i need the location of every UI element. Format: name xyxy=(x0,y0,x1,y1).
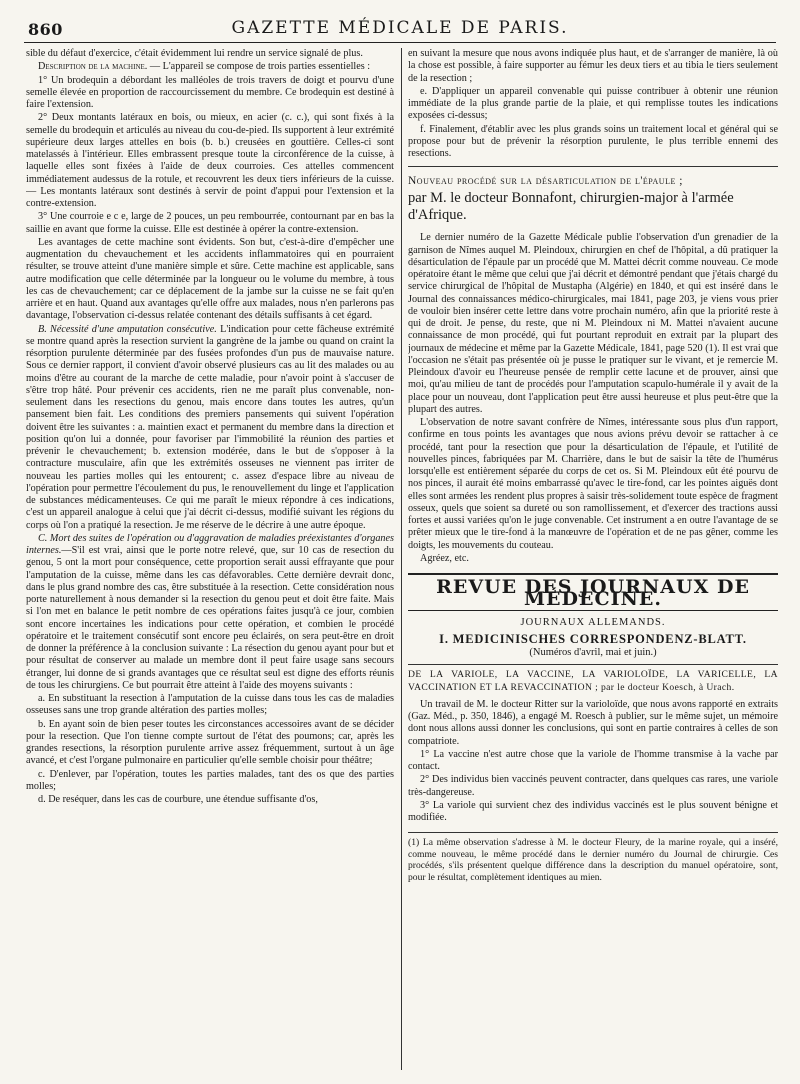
paragraph: 1° Un brodequin a débordant les malléoles de trois travers de doigt et pourvu d'une semelle élevée en proportion de raccourcissement du membre. Ce brodequin est destiné à faire l'extension. xyxy=(26,74,394,110)
paragraph-lead: Description de la machine. xyxy=(38,61,148,73)
paragraph: e. D'appliquer un appareil convenable qui puisse contribuer à obtenir une réunion immédiate de la plus grande partie de la plaie, et qui remplisse toutes les indications exposées ci-dessus; xyxy=(408,85,778,122)
paragraph: a. En substituant la resection à l'amputation de la cuisse dans tous les cas de maladies osseuses sans une trop grande altération des parties molles; xyxy=(26,693,394,717)
paragraph-lead: C. Mort des suites de l'opération ou d'aggravation de maladies préexistantes d'organes internes. xyxy=(26,532,394,556)
paragraph: Les avantages de cette machine sont évidents. Son but, c'est-à-dire d'empêcher une augmentation du chevauchement et les accidents inflammatoires qui en pourraient résulter, se trouve atteint d'une manière simple et sûre. Cette machine est applicable, sans autre modification que celle déterminée par la longueur ou le volume du membre, à tous les cas de chevauchement; car ce déplacement de la jambe sur la cuisse ne se fait qu'en arrière et en haut. Quand aux avantages qu'elle offre aux malades, nous n'en parlerons pas davantage, l'observation ci-dessus relatée contenant des détails suffisants à cet égard. xyxy=(26,236,394,322)
article-title-line: Nouveau procédé sur la désarticulation de l'épaule ; xyxy=(408,175,683,188)
paragraph: 2° Des individus bien vaccinés peuvent contracter, dans quelques cas rares, une variole très-dangereuse. xyxy=(408,774,778,798)
paragraph-text: L'indication pour cette fâcheuse extrémité se montre quand après la resection survient la gangrène de la jambe ou quand on craint la résorption purulente déterminée par des fusées profondes d'un pus de mauvaise nature. Sous ce dernier rapport, il convient d'avoir observé plusieurs cas au lit des malades ou au moins d'être au courant de la marche de cette maladie, pour n'avoir point à s'accuser de s'être trop hâté. Pour prévenir ces accidents, rien ne me paraît plus convenable, non-seulement dans les resections du genou, mais encore dans toutes les autres, qu'un pansement bien fait. Les conditions des premiers pansements qui suivent l'opération doivent être les suivantes : a. maintien exact et permanent du membre dans la direction et position qu'on lui a donnée, pour favoriser par l'immobilité la réunion des parties et prévenir le chevauchement; b. extension modérée, dans le but de s'opposer à la contracture musculaire, afin que les extrémités osseuses ne viennent pas irriter de nouveau les parties molles qui les entourent; c. assez d'espace libre au niveau de l'opération pour permettre l'écoulement du pus, le renouvellement du linge et l'application de substances médicamenteuses. Ce qui me paraît le mieux répondre à ces indications, c'est un appareil analogue à celui que j'ai décrit ci-dessus, modifié suivant les régions du corps où l'on a pratiqué la resection. Je me réserve de le décrire à une autre époque. xyxy=(26,323,394,531)
paragraph-text: —S'il est vrai, ainsi que le porte notre relevé, que, sur 10 cas de resection du genou, 5 ont la mort pour conséquence, cette proportion serait aussi effrayante que pour l'amputation de la cuisse, même dans les cas défavorables. Cette dernière devrait donc, dans le plus grand nombre des cas, être substituée à la resection. Cette considération nous porte naturellement à nous demander si la resection du genou peut et doit être faite. Mais si l'on met en balance le petit nombre de ces opérations faites jusqu'à ce jour, combien sont encore incertaines les indications pour cette opération, et combien le procédé opératoire et le traitement consécutif sont encore peu éclairés, on sera peut-être en droit de donner la préférence à la conclusion suivante : La résection du genou ayant pour but et pour résultat de conserver au malade un membre dont il peut faire usage sans secours étranger, lui donne de si grands avantages que ce résultat seul est digne des efforts réunis de tous les chirurgiens. Ce but pourrait être atteint à l'aide des moyens suivants : xyxy=(26,545,394,691)
running-title: GAZETTE MÉDICALE DE PARIS. xyxy=(231,18,569,38)
paragraph: 2° Deux montants latéraux en bois, ou mieux, en acier (c. c.), qui sont fixés à la semelle du brodequin et articulés au niveau du cou-de-pied. Ils supportent à leur extrémité supérieure deux larges attelles en bois (b. b.) creusées en gouttière. Celles-ci sont matelassés à l'intérieur. Elles embrassent presque toute la circonférence de la cuisse, à laquelle elles sont fixées à l'aide de deux courroies. Ces attelles commencent immédiatement audessus de la rotule, et recouvrent les deux tiers inférieurs de la cuisse. — Les montants latéraux sont destinés à servir de point d'appui pour l'extension et la contre-extension. xyxy=(26,112,394,209)
paragraph xyxy=(26,533,394,692)
paragraph: Agréez, etc. xyxy=(420,552,469,564)
section-subtitle: JOURNAUX ALLEMANDS. xyxy=(520,616,666,628)
paragraph: d. De reséquer, dans les cas de courbure, une étendue suffisante d'os, xyxy=(38,794,318,805)
page-number: 860 xyxy=(28,20,63,39)
section-heading: REVUE DES JOURNAUX DE MÉDECINE. xyxy=(408,573,778,611)
column-divider xyxy=(401,48,402,1070)
paragraph: en suivant la mesure que nous avons indiquée plus haut, et de s'arranger de manière, là où la chose est possible, à faire supporter au fémur les deux tiers et au tibia le tiers seulement de la resection ; xyxy=(408,48,778,84)
paragraph xyxy=(26,61,394,73)
paragraph: f. Finalement, d'établir avec les plus grands soins un traitement local et général qui se propose pour but de prévenir la résorption purulente, le plus terrible ennemi des resections. xyxy=(408,123,778,159)
paragraph: 1° La vaccine n'est autre chose que la variole de l'homme transmise à la vache par contact. xyxy=(408,748,778,772)
article-title-line: par M. le docteur Bonnafont, chirurgien-major à l'armée d'Afrique. xyxy=(408,190,734,224)
paragraph: c. D'enlever, par l'opération, toutes les parties malades, tant des os que des parties molles; xyxy=(26,768,394,792)
paragraph: L'observation de notre savant confrère de Nîmes, intéressante sous plus d'un rapport, confirme en tous points les avantages que nous avions prévu devoir se rattacher à ce procédé, tant pour la resection que pour la désarticulation de l'épaule, et l'utilité de nouvelles pinces, fabriquées par M. Charrière, dans le but de saisir la tête de l'humérus lorsqu'elle est entièrement séparée du corps de cet os. Si M. Pleindoux eût été pourvu de nos pinces, il aurait été moins embarrassé qu'avec le tire-fond, car les pointes aiguës dont elles sont armées les rendent plus propres à saisir très-solidement toute espèce de fragment osseux, quels que soient sa dureté ou son ramollissement, et d'exercer des tractions aussi fortes et aussi variées qu'on le juge convenable. Cet instrument a en outre l'avantage de se prêter mieux que le tire-fond à la manœuvre de l'opération et de ne pas gêner, comme les doigts, les mouvements du couteau. xyxy=(408,417,778,551)
article-subheading: DE LA VARIOLE, LA VACCINE, LA VARIOLOÏDE, LA VARICELLE, LA VACCINATION ET LA REVACCINATION ; par le docteur Koesch, à Urach. xyxy=(408,664,778,694)
journal-title: I. MEDICINISCHES CORRESPONDENZ-BLATT. xyxy=(439,631,747,646)
paragraph: Un travail de M. le docteur Ritter sur la varioloïde, que nous avons rapporté en extraits (Gaz. Méd., p. 350, 1846), a engagé M. Roesch à publier, sur le même sujet, un mémoire dont nous allons aussi donner les conclusions, qui sont en partie contraires à celles de son compatriote. xyxy=(408,698,778,747)
page-header xyxy=(24,16,776,43)
paragraph xyxy=(26,324,394,532)
article-title xyxy=(408,173,778,224)
left-column xyxy=(26,48,394,1070)
right-column xyxy=(408,48,778,1070)
paragraph: 3° Une courroie e c e, large de 2 pouces, un peu rembourrée, contournant par en bas la saillie en avant que forme la cuisse. Elle est destinée à opérer la contre-extension. xyxy=(26,211,394,235)
paragraph: b. En ayant soin de bien peser toutes les circonstances accessoires avant de se décider pour la resection. Que l'on tienne compte surtout de l'état des poumons; car, après les grandes resections, la résorption purulente arrive assez fréquemment, surtout à un âge avancé, et c'est l'organe pulmonaire en particulier qu'elle semble choisir pour théâtre; xyxy=(26,718,394,767)
paragraph-text: — L'appareil se compose de trois parties essentielles : xyxy=(147,61,371,73)
footnote: (1) La même observation s'adresse à M. le docteur Fleury, de la marine royale, qui a inséré, comme nouveau, le même procédé dans le dernier numéro du Journal de chirurgie. Ces procédés, s'ils présentent quelque différence dans la description du manuel opératoire, sont, pour le résultat, complètement identiques au mien. xyxy=(408,832,778,883)
paragraph: sible du défaut d'exercice, c'était évidemment lui rendre un service signalé de plus. xyxy=(26,48,363,59)
paragraph: 3° La variole qui survient chez des individus vaccinés est le plus souvent bénigne et modifiée. xyxy=(408,799,778,823)
journal-issue-note: (Numéros d'avril, mai et juin.) xyxy=(529,647,657,658)
article-divider xyxy=(408,166,778,167)
paragraph-lead: B. Nécessité d'une amputation consécutive. xyxy=(38,323,217,335)
paragraph: Le dernier numéro de la Gazette Médicale publie l'observation d'un grenadier de la garnison de Nîmes auquel M. Pleindoux, chirurgien en chef de l'hôpital, a dû pratiquer la désarticulation de l'épaule par un procédé que M. Mattei décrit comme nouveau. Ce mode opératoire étant le même que celui que j'ai décrit et démontré pendant que j'étais chargé du service chirurgical de l'hôpital de Mustapha (Algérie) en 1840, et qui est inséré dans le Journal des connaissances médico-chirurgicales, mai 1841, page 203, je viens vous prier de vouloir bien insérer cette lettre dans votre prochain numéro, afin que la priorité reste à qui de droit. Je pense, du reste, que ni M. Pleindoux ni M. Mattei n'avaient aucune connaissance de mon procédé, qui fut pourtant reproduit en extrait par la plupart des journaux de médecine et même par la Gazette Médicale, 1841, page 520 (1). Il est vrai que l'occasion ne s'était pas présentée où je pusse le pratiquer sur le vivant, et je remercie M. Pleindoux d'avoir eu l'heureuse pensée de remplir cette lacune et de prouver, ainsi que moi, qu'au milieu de tant de procédés pour l'amputation scapulo-humérale il y avait de la place pour un nouveau, dont l'application peut être aussi heureuse et plus peut-être que la plupart des autres. xyxy=(408,232,778,415)
